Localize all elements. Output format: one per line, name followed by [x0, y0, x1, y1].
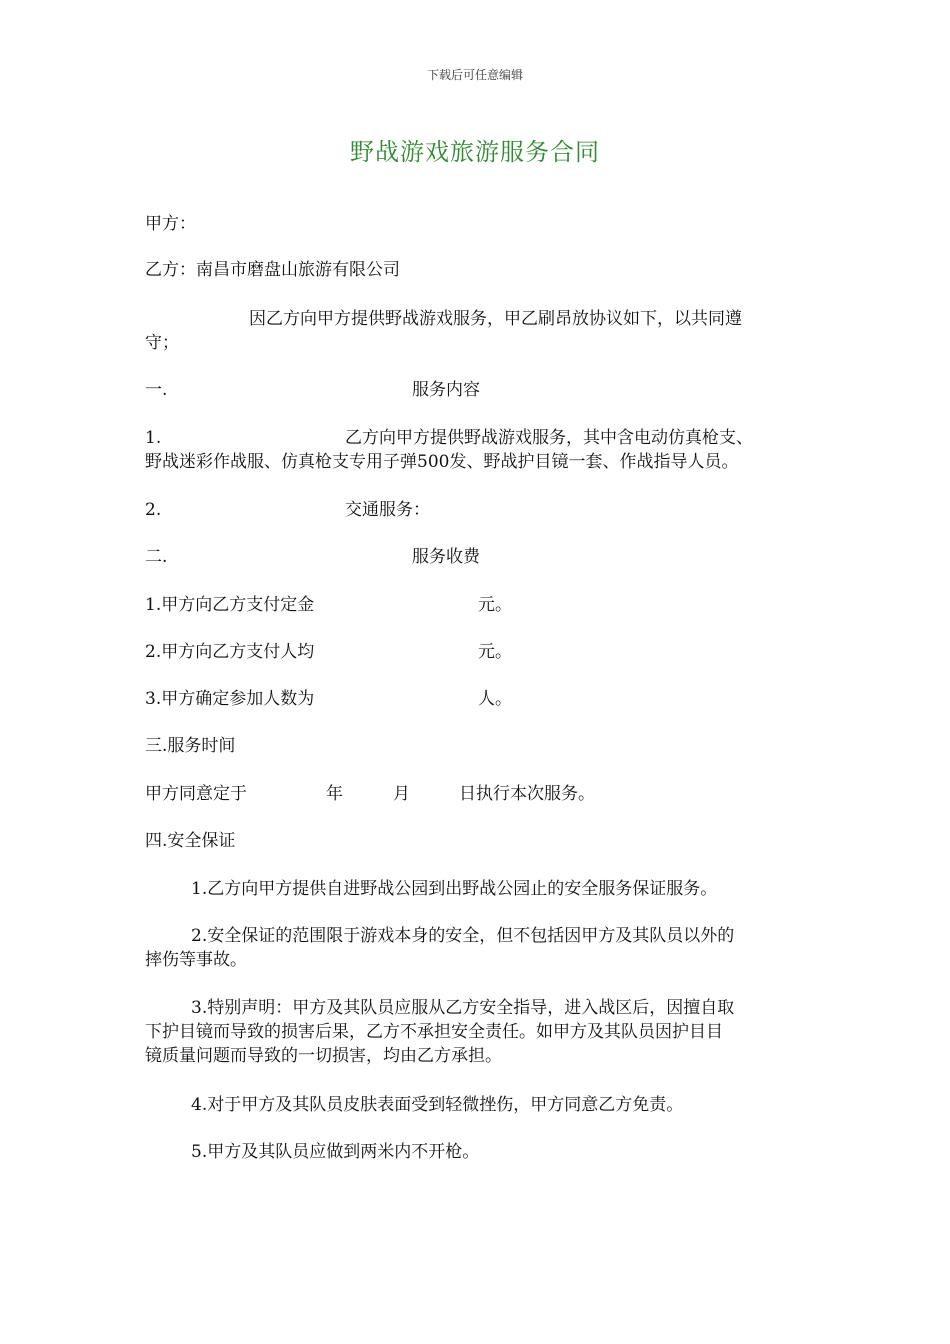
safety-item-1: 1.乙方向甲方提供自进野战公园到出野战公园止的安全服务保证服务。 [191, 879, 718, 899]
fee-deposit-label: 1.甲方向乙方支付定金 [145, 595, 315, 615]
participant-count-label: 3.甲方确定参加人数为 [145, 689, 315, 709]
page-header-note: 下载后可任意编辑 [426, 68, 523, 82]
item-1-line-2: 野战迷彩作战服、仿真枪支专用子弹500发、野战护目镜一套、作战指导人员。 [145, 452, 739, 472]
item-1-number: 1. [145, 428, 162, 448]
fee-deposit-unit: 元。 [478, 595, 512, 615]
section-1-title: 服务内容 [412, 380, 480, 400]
section-2-number: 二. [145, 547, 168, 567]
item-1-line-1: 乙方向甲方提供野战游戏服务，其中含电动仿真枪支、 [345, 428, 753, 448]
fee-per-person-unit: 元。 [478, 642, 512, 662]
section-3-title: 三.服务时间 [145, 736, 236, 756]
item-2-text: 交通服务： [345, 500, 430, 520]
participant-count-unit: 人。 [478, 689, 512, 709]
service-date-month: 月 [393, 784, 410, 804]
section-2-title: 服务收费 [412, 547, 480, 567]
service-date-day: 日执行本次服务。 [459, 784, 595, 804]
safety-item-2-line-1: 2.安全保证的范围限于游戏本身的安全，但不包括因甲方及其队员以外的 [191, 926, 735, 946]
safety-item-3-line-1: 3.特别声明：甲方及其队员应服从乙方安全指导，进入战区后，因擅自取 [191, 998, 735, 1018]
fee-per-person-label: 2.甲方向乙方支付人均 [145, 642, 315, 662]
safety-item-3-line-2: 下护目镜而导致的损害后果，乙方不承担安全责任。如甲方及其队员因护目目 [145, 1022, 723, 1042]
service-date-year: 年 [326, 784, 343, 804]
safety-item-5: 5.甲方及其队员应做到两米内不开枪。 [191, 1142, 480, 1162]
intro-line-2: 守； [145, 333, 179, 353]
party-a: 甲方： [145, 214, 196, 234]
safety-item-3-line-3: 镜质量问题而导致的一切损害，均由乙方承担。 [145, 1046, 502, 1066]
document-title: 野战游戏旅游服务合同 [350, 138, 600, 166]
service-date-prefix: 甲方同意定于 [145, 784, 247, 804]
item-2-number: 2. [145, 500, 162, 520]
party-b: 乙方：南昌市磨盘山旅游有限公司 [145, 260, 400, 280]
section-1-number: 一. [145, 380, 168, 400]
safety-item-2-line-2: 摔伤等事故。 [145, 950, 247, 970]
section-4-title: 四.安全保证 [145, 831, 236, 851]
intro-line-1: 因乙方向甲方提供野战游戏服务，甲乙刷昂放协议如下，以共同遵 [249, 309, 742, 329]
safety-item-4: 4.对于甲方及其队员皮肤表面受到轻微挫伤，甲方同意乙方免责。 [191, 1095, 684, 1115]
